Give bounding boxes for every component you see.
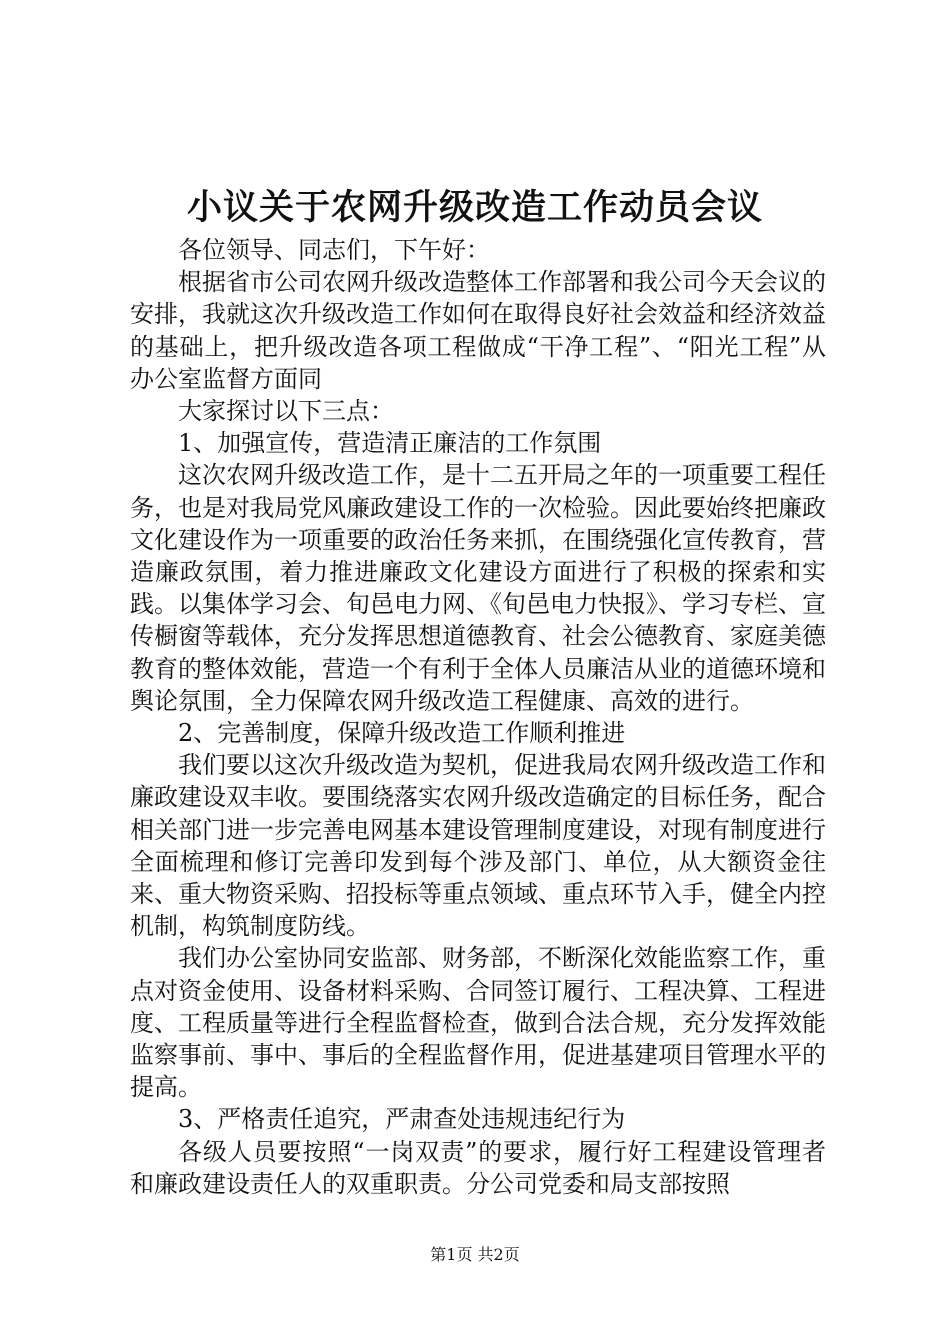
section-1-paragraph: 这次农网升级改造工作，是十二五开局之年的一项重要工程任务，也是对我局党风廉政建设工作的一次检验。因此要始终把廉政文化建设作为一项重要的政治任务来抓，在围绕强化宣传教育，营造廉政氛围，着力推进廉政文化建设方面进行了积极的探索和实践。以集体学习会、旬邑电力网、《旬邑电力快报》、学习专栏、宣传橱窗等载体，充分发挥思想道德教育、社会公德教育、家庭美德教育的整体效能，营造一个有利于全体人员廉洁从业的道德环境和舆论氛围，全力保障农网升级改造工程健康、高效的进行。 — [130, 461, 826, 715]
intro-continuation-paragraph: 大家探讨以下三点： — [178, 397, 394, 426]
section-3-paragraph: 各级人员要按照“一岗双责”的要求，履行好工程建设管理者和廉政建设责任人的双重职责。分公司党委和局支部按照 — [130, 1137, 826, 1198]
document-body — [130, 234, 826, 1200]
section-heading-2: 2、完善制度，保障升级改造工作顺利推进 — [178, 719, 626, 748]
document-title: 小议关于农网升级改造工作动员会议 — [186, 187, 763, 228]
intro-paragraph: 根据省市公司农网升级改造整体工作部署和我公司今天会议的安排，我就这次升级改造工作如何在取得良好社会效益和经济效益的基础上，把升级改造各项工程做成“干净工程”、“阳光工程”从办公室监督方面同 — [130, 268, 826, 393]
page-number-footer: 第1页 共2页 — [430, 1245, 520, 1264]
section-2-paragraph-2: 我们办公室协同安监部、财务部，不断深化效能监察工作，重点对资金使用、设备材料采购、合同签订履行、工程决算、工程进度、工程质量等进行全程监督检查，做到合法合规，充分发挥效能监察事前、事中、事后的全程监督作用，促进基建项目管理水平的提高。 — [130, 944, 826, 1102]
section-heading-3: 3、严格责任追究，严肃查处违规违纪行为 — [178, 1105, 626, 1134]
section-heading-1: 1、加强宣传，营造清正廉洁的工作氛围 — [178, 429, 602, 458]
section-2-paragraph-1: 我们要以这次升级改造为契机，促进我局农网升级改造工作和廉政建设双丰收。要围绕落实农网升级改造确定的目标任务，配合相关部门进一步完善电网基本建设管理制度建设，对现有制度进行全面梳理和修订完善印发到每个涉及部门、单位，从大额资金往来、重大物资采购、招投标等重点领域、重点环节入手，健全内控机制，构筑制度防线。 — [130, 751, 826, 941]
greeting-paragraph: 各位领导、同志们，下午好： — [178, 236, 490, 264]
